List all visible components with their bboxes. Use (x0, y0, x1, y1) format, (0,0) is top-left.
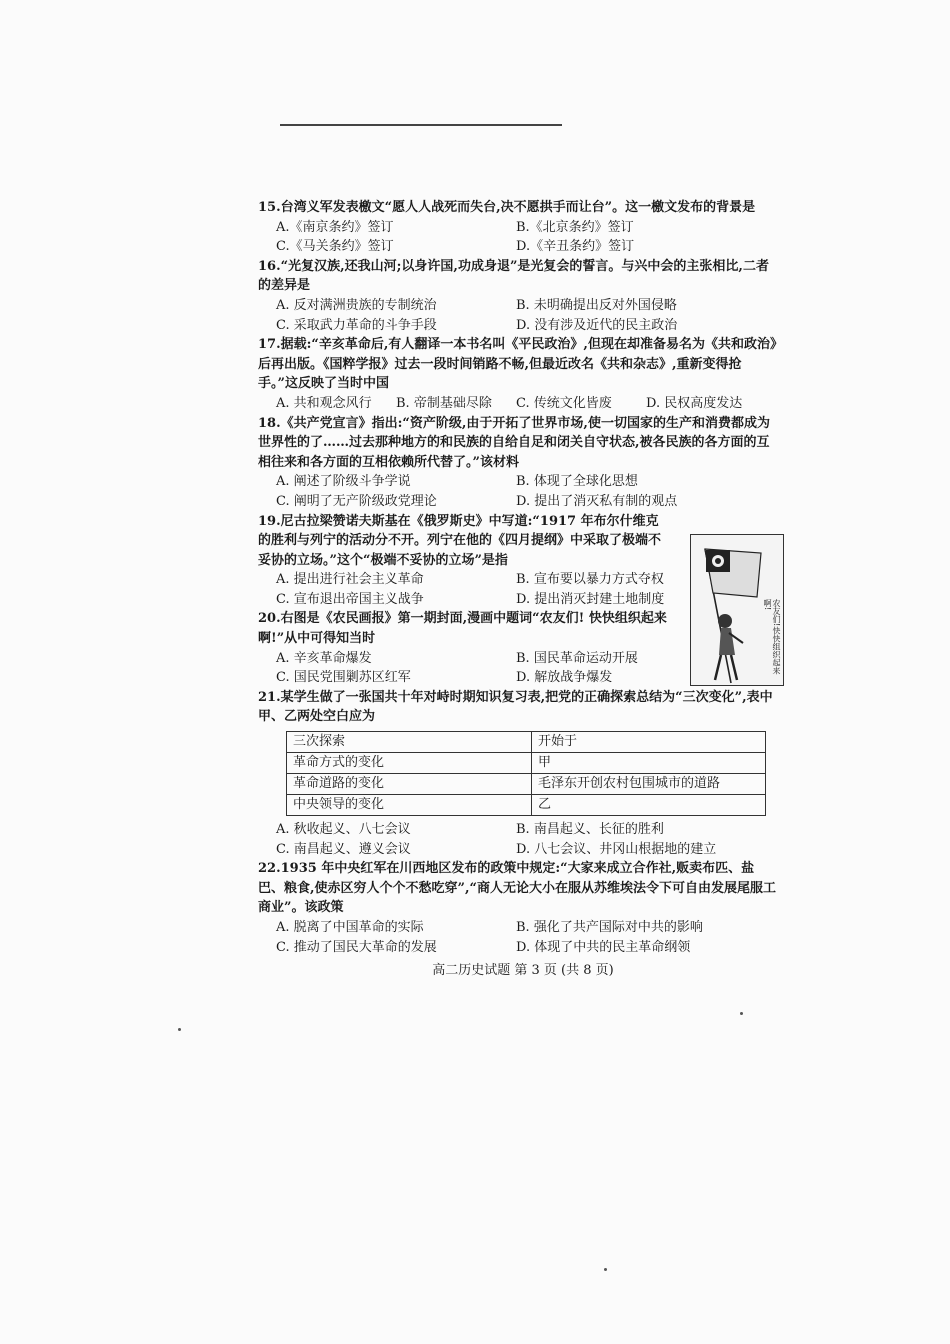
option-b: B. 体现了全球化思想 (516, 474, 638, 490)
option-c: C. 推动了国民大革命的发展 (276, 939, 437, 955)
poster-slogan: 农友们!快快组织起来啊! (763, 599, 781, 685)
option-c: C. 采取武力革命的斗争手段 (276, 317, 437, 333)
table-row (287, 753, 766, 774)
option-a: A. 共和观念风行 (276, 395, 372, 411)
option-c: C. 传统文化皆废 (516, 395, 612, 411)
table-cell: 革命方式的变化 (287, 753, 532, 774)
option-d: D. 提出了消灭私有制的观点 (516, 493, 678, 509)
header-rule (280, 124, 562, 126)
table-cell: 革命道路的变化 (287, 774, 532, 795)
table-cell: 开始于 (532, 732, 766, 753)
table-cell: 三次探索 (287, 732, 532, 753)
question-stem: 17.据载:“辛亥革命后,有人翻译一本书名叫《平民政治》,但现在却准备易名为《共和政治》后再出版。《国粹学报》过去一段时间销路不畅,但最近改名《共和杂志》,重新变得抢手。”这反映了当时中国 (258, 337, 777, 392)
question-stem: 21.某学生做了一张国共十年对峙时期知识复习表,把党的正确探索总结为“三次变化”,表中甲、乙两处空白应为 (258, 689, 773, 725)
option-b: B. 未明确提出反对外国侵略 (516, 297, 677, 313)
question-stem: 22.1935 年中央红军在川西地区发布的政策中规定:“大家来成立合作社,贩卖布匹、盐巴、粮食,使赤区穷人个个不愁吃穿”,“商人无论大小在服从苏维埃法令下可自由发展尾服工商业”。该政策 (258, 861, 777, 916)
option-b: B.《北京条约》签订 (516, 219, 634, 235)
question-stem: 19.尼古拉梁赞诺夫斯基在《俄罗斯史》中写道:“1917 年布尔什维克的胜利与列宁的活动分不开。列宁在他的《四月提纲》中采取了极端不妥协的立场。”这个“极端不妥协的立场”是指 (258, 513, 662, 568)
option-a: A. 辛亥革命爆发 (276, 650, 372, 666)
review-table (286, 731, 766, 816)
option-c: C. 南昌起义、遵义会议 (276, 841, 411, 857)
option-b: B. 帝制基础尽除 (396, 395, 492, 411)
table-cell: 毛泽东开创农村包围城市的道路 (532, 774, 766, 795)
option-b: B. 国民革命运动开展 (516, 650, 638, 666)
question-stem: 15.台湾义军发表檄文“愿人人战死而失台,决不愿拱手而让台”。这一檄文发布的背景是 (258, 200, 756, 215)
option-d: D. 解放战争爆发 (516, 670, 613, 686)
option-b: B. 强化了共产国际对中共的影响 (516, 920, 703, 935)
option-b: B. 南昌起义、长征的胜利 (516, 822, 664, 838)
option-a: A. 脱离了中国革命的实际 (276, 920, 424, 935)
option-d: D.《辛丑条约》签订 (516, 239, 635, 255)
table-cell: 中央领导的变化 (287, 795, 532, 816)
question-21 (258, 688, 778, 859)
option-d: D. 体现了中共的民主革命纲领 (516, 939, 691, 955)
scan-speck (178, 1028, 181, 1031)
option-d: D. 民权高度发达 (646, 395, 743, 411)
scan-speck (604, 1268, 607, 1271)
table-row (287, 732, 766, 753)
table-row (287, 795, 766, 816)
question-16 (258, 257, 778, 335)
option-a: A. 反对满洲贵族的专制统治 (276, 297, 437, 313)
question-stem: 18.《共产党宣言》指出:“资产阶级,由于开拓了世界市场,使一切国家的生产和消费都成为世界性的了……过去那种地方的和民族的自给自足和闭关自守状态,被各民族的各方面的互相往来和各方面的互相依赖所代替了。”该材料 (258, 415, 770, 470)
questions-19-20-block (258, 512, 781, 688)
farmer-pictorial-cover-image (690, 534, 784, 686)
table-cell: 乙 (532, 795, 766, 816)
exam-page (258, 198, 781, 981)
page-footer: 高二历史试题 第 3 页 (共 8 页) (432, 963, 614, 979)
question-stem: 20.右图是《农民画报》第一期封面,漫画中题词“农友们! 快快组织起来啊!”从中可得知当时 (258, 611, 667, 647)
table-cell: 甲 (532, 753, 766, 774)
question-17 (258, 335, 778, 413)
option-c: C.《马关条约》签订 (276, 239, 394, 255)
option-a: A. 阐述了阶级斗争学说 (276, 474, 411, 490)
option-d: D. 八七会议、井冈山根据地的建立 (516, 841, 717, 857)
question-18 (258, 414, 778, 512)
option-b: B. 宣布要以暴力方式夺权 (516, 572, 664, 588)
option-d: D. 提出消灭封建土地制度 (516, 591, 665, 607)
option-c: C. 国民党围剿苏区红军 (276, 670, 411, 686)
question-22 (258, 859, 778, 957)
option-a: A. 秋收起义、八七会议 (276, 822, 411, 838)
option-a: A.《南京条约》签订 (276, 219, 394, 235)
option-c: C. 阐明了无产阶级政党理论 (276, 493, 437, 509)
option-d: D. 没有涉及近代的民主政治 (516, 317, 678, 333)
option-a: A. 提出进行社会主义革命 (276, 572, 424, 588)
question-stem: 16.“光复汉族,还我山河;以身许国,功成身退”是光复会的誓言。与兴中会的主张相比,二者的差异是 (258, 258, 769, 294)
table-row (287, 774, 766, 795)
question-15 (258, 198, 778, 257)
option-c: C. 宣布退出帝国主义战争 (276, 591, 424, 607)
scan-speck (740, 1012, 743, 1015)
